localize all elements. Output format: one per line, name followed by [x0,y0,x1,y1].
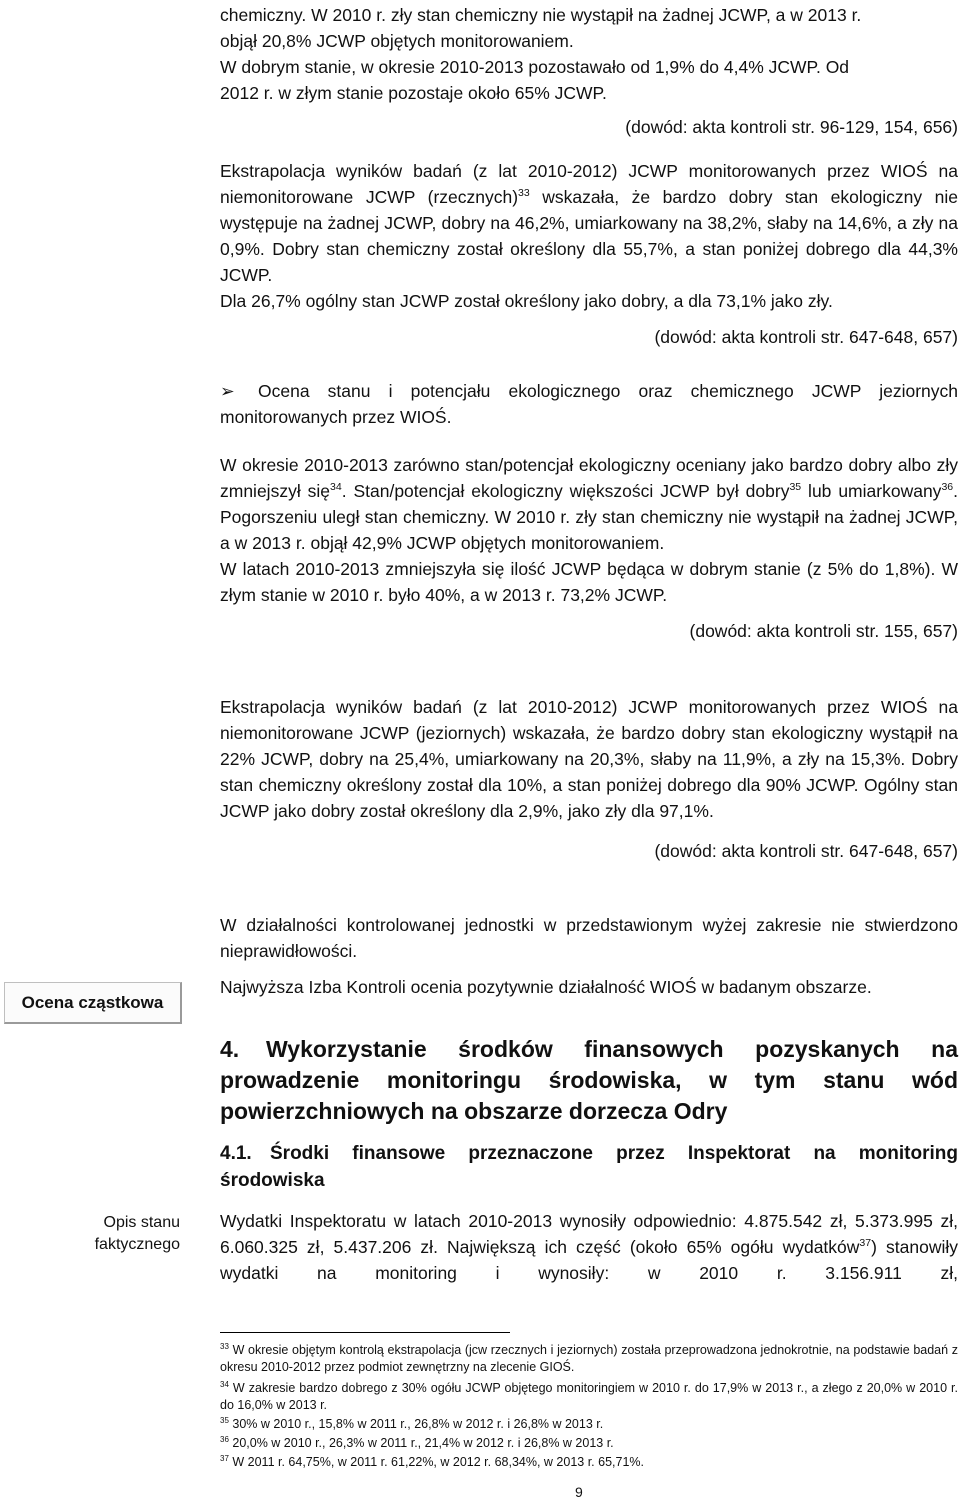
footnote-ref-33[interactable]: 33 [518,187,530,200]
arrow-bullet-icon: ➢ [220,381,235,401]
paragraph-text: W okresie 2010-2013 zarówno stan/potencjał ekologiczny oceniany jako bardzo dobry albo zły zmniejszył się [220,455,958,501]
no-irregularities-statement: W działalności kontrolowanej jednostki w przedstawionym wyżej zakresie nie stwierdzono nieprawidłowości. [220,915,958,961]
footnote-number: 33 [220,1341,229,1351]
subsection-title: Środki finansowe przeznaczone przez Inspektorat na monitoring środowiska [220,1143,958,1191]
footnote-text: 20,0% w 2010 r., 26,3% w 2011 r., 21,4% w 2012 r. i 26,8% w 2013 r. [228,1436,614,1450]
footnote-number: 37 [220,1453,229,1463]
footnote-ref-35[interactable]: 35 [789,481,802,494]
evidence-reference: (dowód: akta kontroli str. 155, 657) [689,621,958,641]
footnote-text: W okresie objętym kontrolą ekstrapolacja (jcw rzecznych i jeziornych) została przeprowadzona jednokrotnie, na podstawie badań z okresu 2010-2012 przez podmiot zewnętrzny na zlecenie GIOŚ. [220,1343,958,1374]
lakes-bullet-heading [220,378,958,430]
footnote-34 [220,1380,958,1414]
footnote-text: 30% w 2010 r., 15,8% w 2011 r., 26,8% w 2012 r. i 26,8% w 2013 r. [228,1417,604,1431]
intro-block [220,2,958,140]
assessment-statement: Najwyższa Izba Kontroli ocenia pozytywnie działalność WIOŚ w badanym obszarze. [220,977,872,997]
paragraph-text: wskazała, że bardzo dobry stan ekologiczny nie występuje na żadnej JCWP, dobry na 46,2%, umiarkowany na 38,2%, słaby na 14,6%, a zły na 0,9%. Dobry stan chemiczny został określony dla 55,7%, a stan poniżej dobrego dla 44,3% JCWP. [220,187,958,285]
text-line: W dobrym stanie, w okresie 2010-2013 pozostawało od 1,9% do 4,4% JCWP. Od [220,57,850,77]
section-number: 4. [220,1036,240,1062]
paragraph-text: . Stan/potencjał ekologiczny większości JCWP był dobry [341,481,790,501]
rivers-extrapolation-block [220,158,958,350]
footnote-ref-36[interactable]: 36 [941,481,954,494]
section-title: Wykorzystanie środków finansowych pozyskanych na prowadzenie monitoringu środowiska, w tym stanu wód powierzchniowych na obszarze dorzecza Odry [220,1036,958,1124]
footnote-number: 36 [220,1434,229,1444]
paragraph: Ekstrapolacja wyników badań (z lat 2010-2012) JCWP monitorowanych przez WIOŚ na niemonitorowane JCWP (jeziornych) wskazała, że bardzo dobry stan ekologiczny wystąpił na 22% JCWP, dobry na 25,4%, umiarkowany na 20,3%, słaby na 11,9%, a zły na 15,3%. Dobry stan chemiczny określony został dla 10%, a stan poniżej dobrego dla 90% JCWP. Ogólny stan JCWP jako dobry został określony dla 2,9%, jako zły dla 97,1%. [220,697,958,821]
footnote-ref-37[interactable]: 37 [859,1237,872,1250]
text-line: chemiczny. W 2010 r. zły stan chemiczny nie wystąpił na żadnej JCWP, a w 2013 r. [220,5,862,25]
paragraph-text: ) stanowiły wydatki na monitoring i wynosiły: w 2010 r. 3.156.911 zł, [220,1237,958,1283]
footnote-36 [220,1435,958,1452]
bullet-item [220,378,958,430]
footnote-ref-34[interactable]: 34 [330,481,342,494]
footnote-number: 35 [220,1415,229,1425]
footnote-divider [220,1332,510,1333]
section-4-heading [220,1034,958,1127]
lakes-assessment-block [220,452,958,644]
subsection-number: 4.1. [220,1143,252,1164]
lakes-extrapolation-block [220,694,958,864]
bullet-text: Ocena stanu i potencjału ekologicznego oraz chemicznego JCWP jeziornych monitorowanych przez WIOŚ. [220,381,958,427]
paragraph [220,452,958,556]
footnote-37 [220,1454,958,1471]
paragraph: Dla 26,7% ogólny stan JCWP został określony jako dobry, a dla 73,1% jako zły. [220,291,833,311]
text-line: objął 20,8% JCWP objętych monitorowaniem. [220,31,574,51]
paragraph [220,158,958,288]
text-line: 2012 r. w złym stanie pozostaje około 65% JCWP. [220,83,607,103]
page-number: 9 [575,1484,583,1500]
evidence-reference: (dowód: akta kontroli str. 647-648, 657) [654,841,958,861]
facts-label-line: faktycznego [94,1236,180,1253]
partial-assessment-label: Ocena cząstkowa [4,982,182,1024]
footnote-number: 34 [220,1379,229,1389]
expenses-block [220,1208,958,1286]
paragraph-text: Wydatki Inspektoratu w latach 2010-2013 wynosiły odpowiednio: 4.875.542 zł, 5.373.995 zł, 6.060.325 zł, 5.437.206 zł. Największą ich część (około 65% ogółu wydatków [220,1211,958,1257]
section-heading [220,1034,958,1127]
section-4-1-heading [220,1140,958,1194]
footnote-33 [220,1342,958,1376]
paragraph-text: lub umiarkowany [801,481,942,501]
paragraph [220,1208,958,1286]
evidence-reference: (dowód: akta kontroli str. 647-648, 657) [654,327,958,347]
paragraph-text: . Pogorszeniu uległ stan chemiczny. W 2010 r. zły stan chemiczny nie wystąpił na żadnej JCWP, a w 2013 r. objął 42,9% JCWP objętych monitorowaniem. [220,481,958,553]
footnote-35 [220,1416,958,1433]
footnote-text: W zakresie bardzo dobrego z 30% ogółu JCWP objętego monitoringiem w 2010 r. do 17,9% w 2013 r., a złego z 20,0% w 2010 r. do 16,0% w 2013 r. [220,1381,958,1412]
facts-label-line: Opis stanu [103,1214,180,1231]
footnote-text: W 2011 r. 64,75%, w 2011 r. 61,22%, w 2012 r. 68,34%, w 2013 r. 65,71%. [228,1455,644,1469]
evidence-reference: (dowód: akta kontroli str. 96-129, 154, 656) [625,117,958,137]
paragraph: W latach 2010-2013 zmniejszyła się ilość JCWP będąca w dobrym stanie (z 5% do 1,8%). W złym stanie w 2010 r. było 40%, a w 2013 r. 73,2% JCWP. [220,559,958,605]
facts-description-label [60,1212,180,1256]
subsection-heading [220,1140,958,1194]
paragraph-text: Ekstrapolacja wyników badań (z lat 2010-2012) JCWP monitorowanych przez WIOŚ na niemonitorowane JCWP (rzecznych) [220,161,958,207]
conclusion-block [220,912,958,1000]
